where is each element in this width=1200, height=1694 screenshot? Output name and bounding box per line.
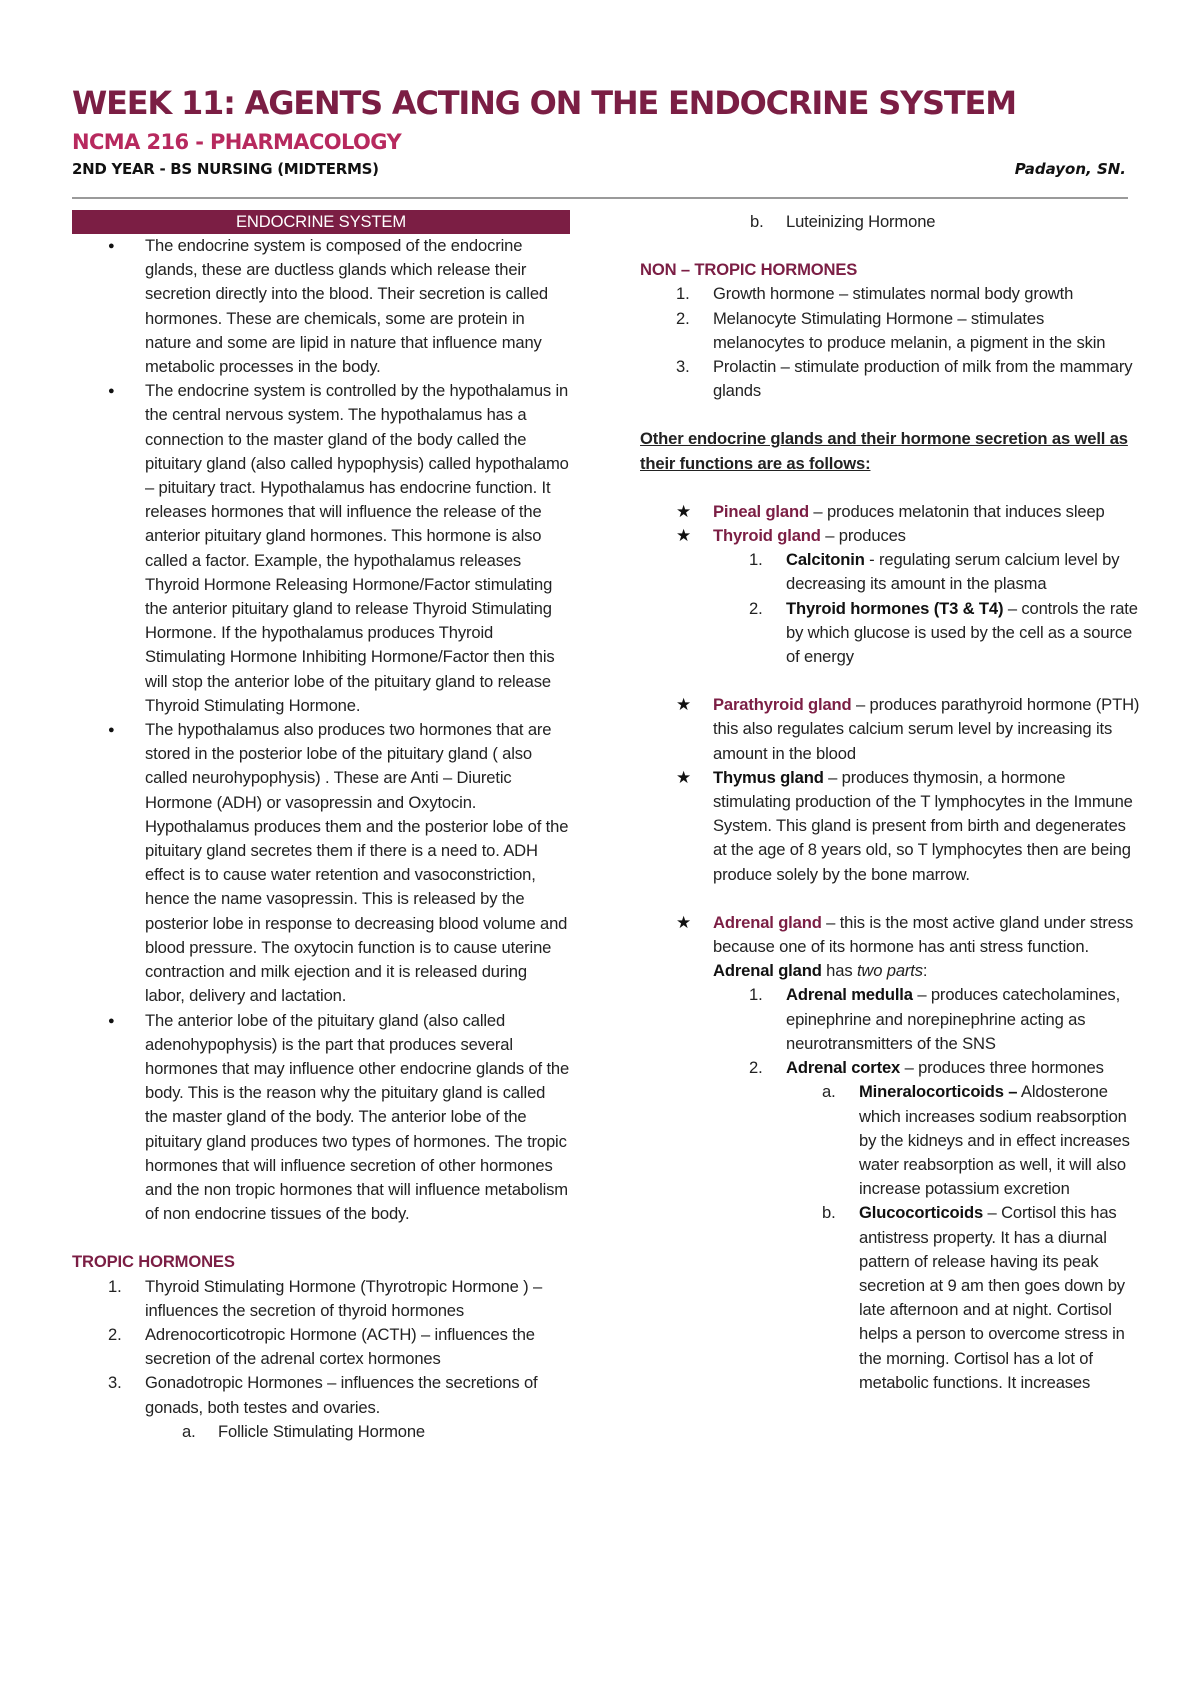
- list-item: [640, 355, 1140, 403]
- endocrine-bullets: [72, 234, 570, 1226]
- list-text: – produces three hormones: [900, 1058, 1104, 1078]
- list-item: [640, 282, 1140, 306]
- gland-name: Thymus gland: [713, 767, 824, 787]
- list-number: 2.: [749, 598, 763, 618]
- gland-text-3: :: [922, 961, 928, 981]
- gonadotropic-sublist: [72, 1420, 570, 1444]
- other-glands-heading: Other endocrine glands and their hormone secretion as well as their functions are as follows:: [640, 429, 1128, 473]
- left-column: [72, 210, 570, 1444]
- list-letter: a.: [822, 1082, 836, 1102]
- list-number: 2.: [676, 308, 690, 328]
- bullet-item: ● The endocrine system is composed of the endocrine glands, these are ductless glands which release their secretion directly into the blood. Their secretion is called hormones. These are chemicals, some are protein in nature and some are lipid in nature that influence many metabolic processes in the body.: [72, 234, 570, 379]
- list-text: Follicle Stimulating Hormone: [218, 1421, 425, 1441]
- list-number: 1.: [676, 284, 690, 304]
- gland-text-2: has: [821, 961, 857, 981]
- gland-italic: two parts: [856, 961, 923, 981]
- spacer: [713, 669, 1140, 693]
- gland-thymus: [640, 766, 1140, 911]
- gland-adrenal: [640, 911, 1140, 1395]
- cortex-sublist: [786, 1080, 1140, 1395]
- list-text: Prolactin – stimulate production of milk from the mammary glands: [713, 357, 1133, 401]
- list-text: – produces catecholamines, epinephrine and norepinephrine acting as neurotransmitters of the SNS: [786, 985, 1121, 1053]
- list-item: [786, 1080, 1140, 1201]
- list-item: [72, 1323, 570, 1371]
- term: Adrenal cortex: [786, 1058, 901, 1078]
- bullet-item: ● The anterior lobe of the pituitary gland (also called adenohypophysis) is the part that produces several hormones that may influence other endocrine glands of the body. This is the reason why the pituitary gland is called the master gland of the body. The anterior lobe of the pituitary gland produces two types of hormones. The tropic hormones that will influence secretion of other hormones and the non tropic hormones that will influence metabolism of non endocrine tissues of the body.: [72, 1009, 570, 1227]
- term: Mineralocorticoids –: [859, 1082, 1018, 1102]
- bullet-item: ● The endocrine system is controlled by the hypothalamus in the central nervous system. The hypothalamus has a connection to the master gland of the body called the pituitary gland (also called hypophysis) called hypothalamo – pituitary tract. Hypothalamus has endocrine function. It releases hormones that will influence the release of the anterior pituitary gland hormones. This hormone is also called a factor. Example, the hypothalamus releases Thyroid Hormone Releasing Hormone/Factor stimulating the anterior pituitary gland to release Thyroid Stimulating Hormone. If the hypothalamus produces Thyroid Stimulating Hormone Inhibiting Hormone/Factor then this will stop the anterior lobe of the pituitary gland to release Thyroid Stimulating Hormone.: [72, 379, 570, 718]
- term: Thyroid hormones (T3 & T4): [786, 598, 1004, 618]
- star-icon: ★: [676, 695, 692, 715]
- list-number: 1.: [749, 550, 763, 570]
- list-text: Gonadotropic Hormones – influences the secretions of gonads, both testes and ovaries.: [145, 1373, 538, 1417]
- list-number: 1.: [749, 985, 763, 1005]
- list-item: [713, 1056, 1140, 1395]
- section-banner: ENDOCRINE SYSTEM: [72, 210, 570, 234]
- gland-text: – produces parathyroid hormone (PTH) this also regulates calcium serum level by increasing its amount in the blood: [713, 695, 1140, 763]
- adrenal-sublist: [713, 983, 1140, 1394]
- gland-name: Adrenal gland: [713, 912, 822, 932]
- list-item: [640, 210, 1140, 234]
- page-title: WEEK 11: AGENTS ACTING ON THE ENDOCRINE SYSTEM: [72, 84, 1016, 122]
- star-icon: ★: [676, 501, 692, 521]
- list-item: [72, 1371, 570, 1419]
- thyroid-sublist: [713, 548, 1140, 669]
- spacer: [713, 887, 1140, 911]
- spacer: [640, 476, 1140, 500]
- nontropic-list: [640, 282, 1140, 403]
- list-item: [713, 548, 1140, 596]
- list-number: 3.: [676, 357, 690, 377]
- gland-thyroid: [640, 524, 1140, 693]
- list-item: [640, 307, 1140, 355]
- list-letter: b.: [750, 212, 764, 231]
- list-number: 2.: [108, 1324, 122, 1344]
- list-text: Aldosterone which increases sodium reabsorption by the kidneys and in effect increases water reabsorption as well, it will also increase potassium excretion: [859, 1082, 1130, 1199]
- gland-text: – produces: [820, 526, 906, 546]
- author: Padayon, SN.: [1014, 160, 1126, 178]
- list-number: 1.: [108, 1276, 122, 1296]
- gland-text: – produces melatonin that induces sleep: [808, 501, 1105, 521]
- year-level: 2ND YEAR - BS NURSING (MIDTERMS): [72, 160, 379, 178]
- term: Glucocorticoids: [859, 1203, 984, 1223]
- list-text: Thyroid Stimulating Hormone (Thyrotropic Hormone ) – influences the secretion of thyroid hormones: [145, 1276, 543, 1320]
- gland-text: – produces thymosin, a hormone stimulating production of the T lymphocytes in the Immune System. This gland is present from birth and degenerates at the age of 8 years old, so T lymphocytes then are being produce solely by the bone marrow.: [713, 767, 1133, 884]
- list-text: – controls the rate by which glucose is used by the cell as a source of energy: [786, 598, 1138, 667]
- star-icon: ★: [676, 767, 692, 787]
- list-text: – Cortisol this has antistress property. It has a diurnal pattern of release having its peak secretion at 9 am then goes down by late afternoon and at night. Cortisol helps a person to overcome stress in the morning. Cortisol has a lot of metabolic functions. It increases: [859, 1203, 1125, 1392]
- list-text: Growth hormone – stimulates normal body growth: [713, 284, 1074, 304]
- list-letter: b.: [822, 1203, 836, 1223]
- list-text: Luteinizing Hormone: [786, 212, 936, 231]
- bullet-item: ● The hypothalamus also produces two hormones that are stored in the posterior lobe of the pituitary gland ( also called neurohypophysis) . These are Anti – Diuretic Hormone (ADH) or vasopressin and Oxytocin. Hypothalamus produces them and the posterior lobe of the pituitary gland secretes them if there is a need to. ADH effect is to cause water retention and vasoconstriction, hence the name vasopressin. This is released by the posterior lobe in response to decreasing blood volume and blood pressure. The oxytocin function is to cause uterine contraction and milk ejection and it is released during labor, delivery and lactation.: [72, 718, 570, 1008]
- gland-name-2: Adrenal gland: [713, 961, 822, 981]
- star-icon: ★: [676, 912, 692, 932]
- list-text: Adrenocorticotropic Hormone (ACTH) – influences the secretion of the adrenal cortex hormones: [145, 1324, 535, 1369]
- list-item: [713, 983, 1140, 1056]
- glands-list: [640, 500, 1140, 1395]
- gland-name: Pineal gland: [713, 501, 809, 521]
- header-divider: [72, 197, 1128, 199]
- star-icon: ★: [676, 526, 692, 546]
- list-item: [72, 1420, 570, 1444]
- list-item: [713, 597, 1140, 670]
- list-item: [786, 1201, 1140, 1395]
- list-text: Melanocyte Stimulating Hormone – stimulates melanocytes to produce melanin, a pigment in the skin: [713, 308, 1106, 352]
- gland-pineal: [640, 500, 1140, 524]
- list-number: 3.: [108, 1373, 122, 1393]
- gland-name: Thyroid gland: [713, 526, 821, 546]
- term: Calcitonin: [786, 550, 865, 570]
- list-item: [72, 1275, 570, 1323]
- term: Adrenal medulla: [786, 985, 913, 1005]
- course-title: NCMA 216 - PHARMACOLOGY: [72, 130, 402, 154]
- gland-parathyroid: [640, 693, 1140, 766]
- tropic-heading: TROPIC HORMONES: [72, 1252, 235, 1272]
- gland-text: – this is the most active gland under stress because one of its hormone has anti stress function.: [713, 912, 1134, 957]
- nontropic-heading: NON – TROPIC HORMONES: [640, 260, 858, 280]
- list-number: 2.: [749, 1058, 763, 1078]
- gland-name: Parathyroid gland: [713, 695, 852, 715]
- list-text: - regulating serum calcium level by decreasing its amount in the plasma: [786, 550, 1120, 594]
- right-column: [640, 210, 1140, 1395]
- list-letter: a.: [182, 1421, 196, 1441]
- tropic-list: [72, 1275, 570, 1420]
